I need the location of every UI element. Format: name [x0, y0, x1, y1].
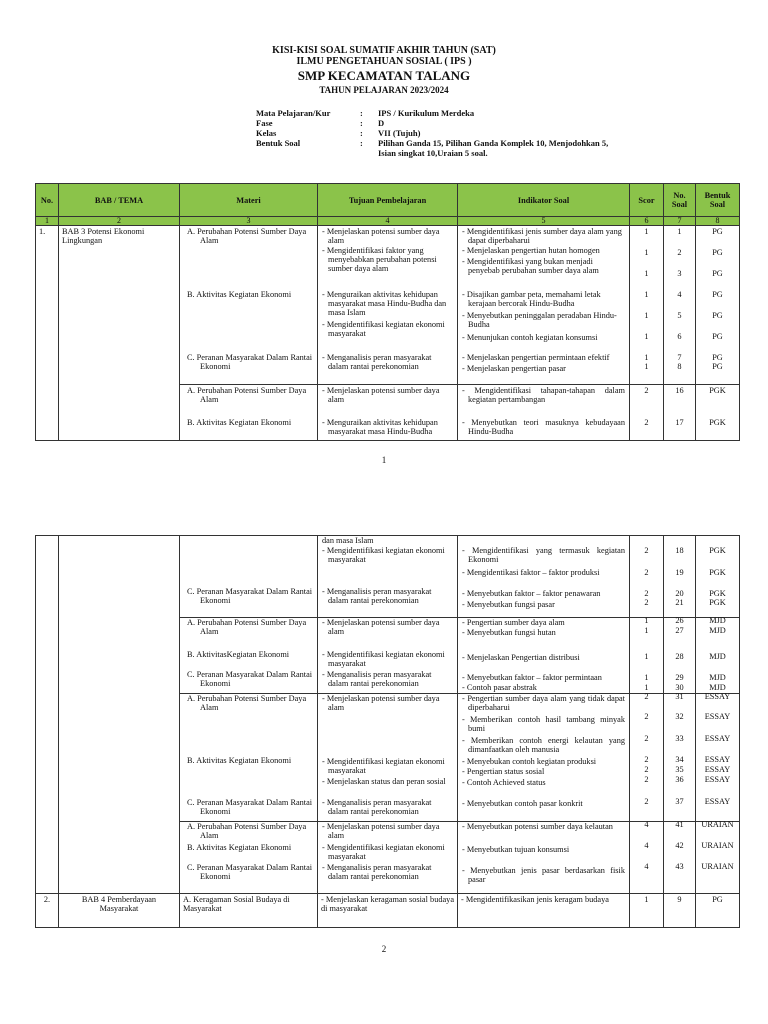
bentuk-soal: PGK [709, 386, 726, 395]
col-number: 8 [696, 217, 740, 226]
col-number: 1 [36, 217, 59, 226]
soal-number-cell [664, 618, 696, 694]
bab-tema: BAB 3 Potensi Ekonomi Lingkungan [59, 226, 180, 441]
bentuk-soal: PGK [709, 418, 726, 427]
bentuk-soal: PG [712, 269, 723, 278]
col-header: No. [36, 184, 59, 217]
score: 2 [644, 589, 649, 598]
score: 1 [644, 683, 649, 692]
bentuk-soal: PG [712, 362, 723, 371]
score: 1 [644, 332, 649, 341]
materi-item: A. Keragaman Sosial Budaya di Masyarakat [180, 894, 318, 928]
col-header: Materi [180, 184, 318, 217]
indikator-item: - Menyebutkan potensi sumber daya kelautan [462, 822, 613, 831]
score: 1 [644, 626, 649, 635]
soal-number: 5 [677, 311, 682, 320]
col-number: 2 [59, 217, 180, 226]
score: 2 [644, 797, 649, 806]
soal-number: 16 [675, 386, 684, 395]
tujuan-cell [318, 536, 458, 618]
bentuk-cell [696, 536, 740, 618]
indikator-cell [458, 822, 630, 894]
indikator-item: - Menyebukan contoh kegiatan produksi [462, 757, 597, 766]
tujuan-item: - Menjelaskan potensi sumber daya alam [322, 386, 440, 404]
tujuan-item: dan masa Islam [322, 536, 374, 545]
row-number: 2. [36, 894, 59, 928]
col-header: No. Soal [664, 184, 696, 217]
bentuk-soal: ESSAY [704, 797, 731, 806]
soal-number-cell [664, 226, 696, 385]
materi-item: A. Perubahan Potensi Sumber Daya Alam [187, 386, 307, 404]
bentuk-soal: ESSAY [704, 775, 731, 784]
bentuk-soal: PGK [709, 598, 726, 607]
bentuk-soal: PGK [709, 546, 726, 555]
bentuk-soal: PG [712, 353, 723, 362]
tujuan-item: - Mengidentifikasi kegiatan ekonomi masyarakat [322, 320, 445, 338]
materi-item: B. Aktivitas Kegiatan Ekonomi [187, 290, 292, 299]
bentuk-soal: ESSAY [704, 734, 731, 743]
soal-number: 42 [675, 841, 684, 850]
materi-item: A. Perubahan Potensi Sumber Daya Alam [187, 822, 307, 840]
bentuk-soal: MJD [709, 673, 726, 682]
meta-key: Mata Pelajaran/Kur [256, 108, 331, 118]
indikator-item: - Menunjukan contoh kegiatan konsumsi [462, 333, 598, 342]
indikator-cell [458, 536, 630, 618]
col-header: Tujuan Pembelajaran [318, 184, 458, 217]
materi-item: C. Peranan Masyarakat Dalam Rantai Ekonomi [187, 587, 313, 605]
tujuan-item: - Menguraikan aktivitas kehidupan masyarakat masa Hindu-Budha dan masa Islam [322, 290, 447, 317]
col-header: Scor [630, 184, 664, 217]
soal-number: 30 [675, 683, 684, 692]
page-number: 1 [381, 455, 387, 465]
materi-cell [180, 694, 318, 822]
bentuk-soal: PG [712, 227, 723, 236]
tujuan-item: - Menganalisis peran masyarakat dalam rantai perekonomian [322, 863, 432, 881]
soal-number: 20 [675, 589, 684, 598]
indikator-item: - Contoh Achieved status [462, 778, 546, 787]
indikator-item: - Pengertian sumber daya alam yang tidak dapat diperbaharui [462, 694, 625, 712]
row-number: 1. [36, 226, 59, 441]
col-header: BAB / TEMA [59, 184, 180, 217]
tujuan-item: - Mengidentifikasi faktor yang menyebabkan perubahan potensi sumber daya alam [322, 246, 437, 273]
tujuan-item: - Mengidentifikasi kegiatan ekonomi masyarakat [322, 757, 445, 775]
indikator-item: - Memberikan contoh hasil tambang minyak bumi [462, 715, 625, 733]
materi-item: C. Peranan Masyarakat Dalam Rantai Ekonomi [187, 353, 313, 371]
tujuan-item: - Menjelaskan potensi sumber daya alam [322, 618, 440, 636]
soal-number: 19 [675, 568, 684, 577]
tujuan-item: - Menganalisis peran masyarakat dalam rantai perekonomian [322, 798, 432, 816]
col-number: 6 [630, 217, 664, 226]
tujuan-cell [318, 822, 458, 894]
materi-item: C. Peranan Masyarakat Dalam Rantai Ekonomi [187, 798, 313, 816]
col-header: Bentuk Soal [696, 184, 740, 217]
soal-number: 18 [675, 546, 684, 555]
col-number: 4 [318, 217, 458, 226]
meta-info: Mata Pelajaran/Kur : IPS / Kurikulum Merdeka Fase : D Kelas : VII (Tujuh) Bentuk Soal : Pilihan Ganda 15, Pilihan Ganda Komplek 10, Menjodohkan 5, Isian singkat 10,Uraian 5 soal. [256, 108, 618, 158]
indikator-cell [458, 618, 630, 694]
bentuk-soal: PGK [709, 589, 726, 598]
indikator-item: - Menyebutkan faktor – faktor penawaran [462, 589, 601, 598]
materi-item: B. AktivitasKegiatan Ekonomi [187, 650, 290, 659]
soal-number: 7 [677, 353, 682, 362]
score: 2 [644, 546, 649, 555]
bentuk-soal: PG [712, 332, 723, 341]
meta-value: Pilihan Ganda 15, Pilihan Ganda Komplek 10, Menjodohkan 5, Isian singkat 10,Uraian 5 soal. [378, 138, 609, 158]
tujuan-cell [318, 226, 458, 385]
page-number: 2 [381, 944, 387, 954]
bentuk-soal: MJD [709, 683, 726, 692]
score-cell [630, 618, 664, 694]
bentuk-soal: ESSAY [704, 755, 731, 764]
soal-number: 8 [677, 362, 682, 371]
score: 1 [630, 894, 664, 928]
bentuk-soal: URAIAN [701, 862, 734, 871]
tujuan-item: - Menjelaskan keragaman sosial budaya di masyarakat [318, 894, 458, 928]
indikator-item: - Pengertian sumber daya alam [462, 618, 565, 627]
materi-cell [180, 822, 318, 894]
meta-value: D [378, 118, 385, 128]
doc-title-line2: ILMU PENGETAHUAN SOSIAL ( IPS ) [296, 56, 472, 67]
materi-item: B. Aktivitas Kegiatan Ekonomi [187, 843, 292, 852]
indikator-item: - Mengidentikasi faktor – faktor produksi [462, 568, 600, 577]
soal-number: 27 [675, 626, 684, 635]
soal-number: 34 [675, 755, 684, 764]
soal-number: 26 [675, 616, 684, 625]
indikator-item: - Pengertian status sosial [462, 767, 545, 776]
score: 2 [644, 755, 649, 764]
score: 1 [644, 227, 649, 236]
bentuk-cell [696, 226, 740, 385]
bentuk-cell [696, 618, 740, 694]
bentuk-soal: MJD [709, 652, 726, 661]
indikator-item: - Mengidentifikasi yang bukan menjadi penyebab perubahan sumber daya alam [462, 257, 599, 275]
col-header: Indikator Soal [458, 184, 630, 217]
tujuan-cell [318, 694, 458, 822]
score: 2 [644, 712, 649, 721]
indikator-item: - Menjelaskan Pengertian distribusi [462, 653, 580, 662]
tujuan-item: - Menganalisis peran masyarakat dalam rantai perekonomian [322, 353, 432, 371]
meta-key: Bentuk Soal [256, 138, 301, 148]
indikator-item: - Mengidentifikasi jenis sumber daya alam yang dapat diperbaharui [462, 227, 622, 245]
bentuk-soal: MJD [709, 626, 726, 635]
soal-number: 35 [675, 765, 684, 774]
score: 2 [644, 734, 649, 743]
score: 1 [644, 362, 649, 371]
score: 4 [644, 862, 649, 871]
score-cell [630, 694, 664, 822]
materi-cell [180, 536, 318, 618]
indikator-item: - Menyebutkan fungsi pasar [462, 600, 555, 609]
score: 4 [644, 841, 649, 850]
soal-number: 41 [675, 820, 684, 829]
score: 1 [644, 290, 649, 299]
soal-number-cell [664, 822, 696, 894]
score: 2 [644, 775, 649, 784]
academic-year: TAHUN PELAJARAN 2023/2024 [319, 85, 449, 95]
score: 1 [644, 311, 649, 320]
soal-number: 37 [675, 797, 684, 806]
bentuk-soal: PG [712, 290, 723, 299]
indikator-item: - Menyebutkan faktor – faktor permintaan [462, 673, 602, 682]
soal-number: 2 [677, 248, 682, 257]
tujuan-item: - Menguraikan aktivitas kehidupan masyarakat masa Hindu-Budha [322, 418, 438, 436]
indikator-item: - Memberikan contoh energi kelautan yang dimanfaatkan oleh manusia [462, 736, 625, 754]
indikator-item: - Mengidentifikasi yang termasuk kegiatan Ekonomi [462, 546, 625, 564]
bentuk-soal: ESSAY [704, 765, 731, 774]
soal-number: 6 [677, 332, 682, 341]
meta-key: Kelas [256, 128, 277, 138]
score: 4 [644, 820, 649, 829]
indikator-item: - Menyebutkan contoh pasar konkrit [462, 799, 583, 808]
score-cell [630, 385, 664, 441]
soal-number: 32 [675, 712, 684, 721]
bentuk-soal: URAIAN [701, 841, 734, 850]
tujuan-item: - Menjelaskan potensi sumber daya alam [322, 227, 440, 245]
bentuk-cell [696, 385, 740, 441]
soal-number: 28 [675, 652, 684, 661]
score: 2 [644, 692, 649, 701]
tujuan-item: - Mengidentifikasi kegiatan ekonomi masyarakat [322, 650, 445, 668]
score: 2 [644, 386, 649, 395]
col-number: 3 [180, 217, 318, 226]
indikator-item: - Menyebutkan fungsi hutan [462, 628, 556, 637]
score: 2 [644, 418, 649, 427]
materi-cell [180, 226, 318, 385]
col-number: 5 [458, 217, 630, 226]
indikator-item: - Menjelaskan pengertian pasar [462, 364, 566, 373]
soal-number: 3 [677, 269, 682, 278]
score-cell [630, 226, 664, 385]
bab-tema: BAB 4 Pemberdayaan Masyarakat [59, 894, 180, 928]
indikator-item: - Menjelaskan pengertian permintaan efektif [462, 353, 610, 362]
meta-value: VII (Tujuh) [378, 128, 421, 138]
soal-number: 36 [675, 775, 684, 784]
score: 1 [644, 652, 649, 661]
tujuan-item: - Mengidentifikasi kegiatan ekonomi masyarakat [322, 546, 445, 564]
tujuan-item: - Menjelaskan status dan peran sosial [322, 777, 446, 786]
materi-item: C. Peranan Masyarakat Dalam Rantai Ekonomi [187, 863, 313, 881]
bentuk-soal: MJD [709, 616, 726, 625]
score: 1 [644, 673, 649, 682]
bentuk-soal: ESSAY [704, 692, 731, 701]
indikator-item: - Mengidentifikasi tahapan-tahapan dalam kegiatan pertambangan [462, 386, 625, 404]
tujuan-item: - Menjelaskan potensi sumber daya alam [322, 694, 440, 712]
materi-item: B. Aktivitas Kegiatan Ekonomi [187, 418, 292, 427]
score: 1 [644, 248, 649, 257]
soal-number: 21 [675, 598, 684, 607]
soal-number: 4 [677, 290, 682, 299]
materi-item: A. Perubahan Potensi Sumber Daya Alam [187, 227, 307, 245]
bentuk-soal: URAIAN [701, 820, 734, 829]
bentuk-soal: PG [712, 248, 723, 257]
score-cell [630, 536, 664, 618]
tujuan-item: - Menjelaskan potensi sumber daya alam [322, 822, 440, 840]
indikator-item: - Disajikan gambar peta, memahami letak kerajaan bercorak Hindu-Budha [462, 290, 601, 308]
doc-title-line1: KISI-KISI SOAL SUMATIF AKHIR TAHUN (SAT) [272, 45, 496, 56]
tujuan-item: - Mengidentifikasi kegiatan ekonomi masyarakat [322, 843, 445, 861]
bentuk-soal: PG [696, 894, 740, 928]
tujuan-cell [318, 618, 458, 694]
materi-item: B. Aktivitas Kegiatan Ekonomi [187, 756, 292, 765]
meta-value: IPS / Kurikulum Merdeka [378, 108, 475, 118]
bentuk-cell [696, 822, 740, 894]
soal-number: 31 [675, 692, 684, 701]
soal-number: 17 [675, 418, 684, 427]
tujuan-cell [318, 385, 458, 441]
bentuk-soal: PGK [709, 568, 726, 577]
materi-item: C. Peranan Masyarakat Dalam Rantai Ekonomi [187, 670, 313, 688]
soal-number-cell [664, 385, 696, 441]
indikator-cell [458, 226, 630, 385]
score: 2 [644, 568, 649, 577]
soal-number-cell [664, 536, 696, 618]
score: 1 [644, 353, 649, 362]
school-name: SMP KECAMATAN TALANG [297, 68, 471, 83]
bentuk-soal: ESSAY [704, 712, 731, 721]
score-cell [630, 822, 664, 894]
soal-number: 9 [664, 894, 696, 928]
indikator-item: - Contoh pasar abstrak [462, 683, 537, 692]
indikator-item: - Menyebutkan peninggalan peradaban Hindu-Budha [462, 311, 617, 329]
score: 1 [644, 616, 649, 625]
bentuk-cell [696, 694, 740, 822]
indikator-cell [458, 694, 630, 822]
meta-key: Fase [256, 118, 273, 128]
tujuan-item: - Menganalisis peran masyarakat dalam rantai perekonomian [322, 587, 432, 605]
soal-number: 33 [675, 734, 684, 743]
bentuk-soal: PG [712, 311, 723, 320]
indikator-cell [458, 385, 630, 441]
indikator-item: - Menjelaskan pengertian hutan homogen [462, 246, 600, 255]
col-number: 7 [664, 217, 696, 226]
indikator-item: - Menyebutkan tujuan konsumsi [462, 845, 570, 854]
materi-cell [180, 385, 318, 441]
soal-number: 43 [675, 862, 684, 871]
kisi-table-page2 [35, 535, 740, 928]
score: 1 [644, 269, 649, 278]
indikator-item: - Menyebutkan teori masuknya kebudayaan Hindu-Budha [462, 418, 625, 436]
indikator-item: - Menyebutkan jenis pasar berdasarkan fisik pasar [462, 866, 625, 884]
kisi-table-page1 [35, 183, 740, 441]
indikator-item: - Mengidentifikasikan jenis keragam budaya [458, 894, 630, 928]
score: 2 [644, 765, 649, 774]
materi-cell [180, 618, 318, 694]
soal-number-cell [664, 694, 696, 822]
score: 2 [644, 598, 649, 607]
materi-item: A. Perubahan Potensi Sumber Daya Alam [187, 694, 307, 712]
tujuan-item: - Menganalisis peran masyarakat dalam rantai perekonomian [322, 670, 432, 688]
soal-number: 1 [677, 227, 682, 236]
soal-number: 29 [675, 673, 684, 682]
materi-item: A. Perubahan Potensi Sumber Daya Alam [187, 618, 307, 636]
